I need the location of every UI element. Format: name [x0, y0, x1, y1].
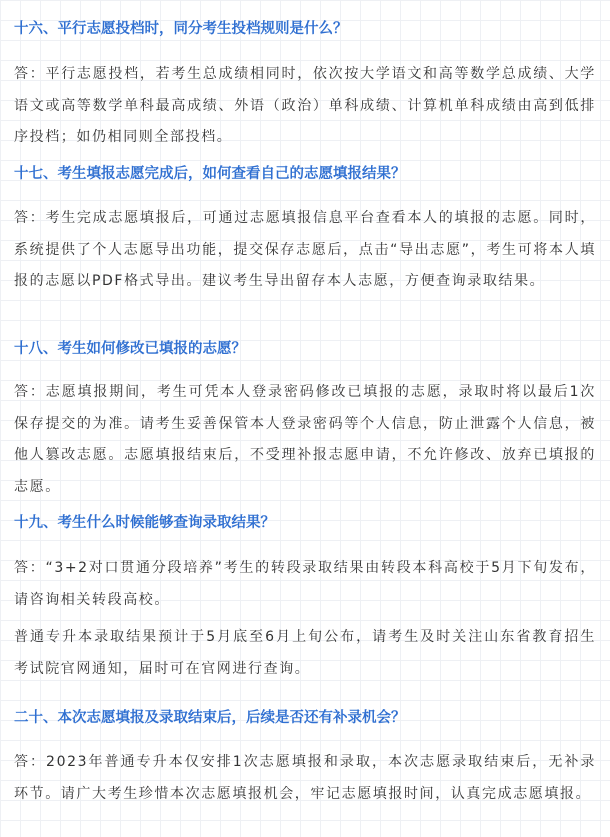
- faq-answer-19-part2: 普通专升本录取结果预计于5月底至6月上旬公布，请考生及时关注山东省教育招生考试院官网通知，届时可在官网进行查询。: [14, 629, 596, 677]
- faq-question-19: 十九、考生什么时候能够查询录取结果？: [14, 515, 275, 531]
- faq-answer-16: 答：平行志愿投档，若考生总成绩相同时，依次按大学语文和高等数学总成绩、大学语文或高等数学单科最高成绩、外语（政治）单科成绩、计算机单科成绩由高到低排序投档；如仍相同则全部投档。: [14, 66, 596, 145]
- faq-answer-17: 答：考生完成志愿填报后，可通过志愿填报信息平台查看本人的填报的志愿。同时，系统提供了个人志愿导出功能，提交保存志愿后，点击“导出志愿”，考生可将本人填报的志愿以PDF格式导出。建议考生导出留存本人志愿，方便查询录取结果。: [14, 210, 596, 289]
- faq-answer-18: 答：志愿填报期间，考生可凭本人登录密码修改已填报的志愿，录取时将以最后1次保存提交的为准。请考生妥善保管本人登录密码等个人信息，防止泄露个人信息，被他人篡改志愿。志愿填报结束后，不受理补报志愿申请，不允许修改、放弃已填报的志愿。: [14, 384, 596, 495]
- faq-question-18: 十八、考生如何修改已填报的志愿？: [14, 341, 246, 357]
- faq-answer-20: 答：2023年普通专升本仅安排1次志愿填报和录取，本次志愿录取结束后，无补录环节。请广大考生珍惜本次志愿填报机会，牢记志愿填报时间，认真完成志愿填报。: [14, 754, 596, 802]
- faq-question-17: 十七、考生填报志愿完成后，如何查看自己的志愿填报结果？: [14, 166, 406, 182]
- faq-answer-19-part1: 答：“3+2对口贯通分段培养”考生的转段录取结果由转段本科高校于5月下旬发布，请咨询相关转段高校。: [14, 560, 596, 608]
- faq-question-16: 十六、平行志愿投档时，同分考生投档规则是什么？: [14, 21, 348, 37]
- faq-question-20: 二十、本次志愿填报及录取结束后，后续是否还有补录机会？: [14, 710, 406, 726]
